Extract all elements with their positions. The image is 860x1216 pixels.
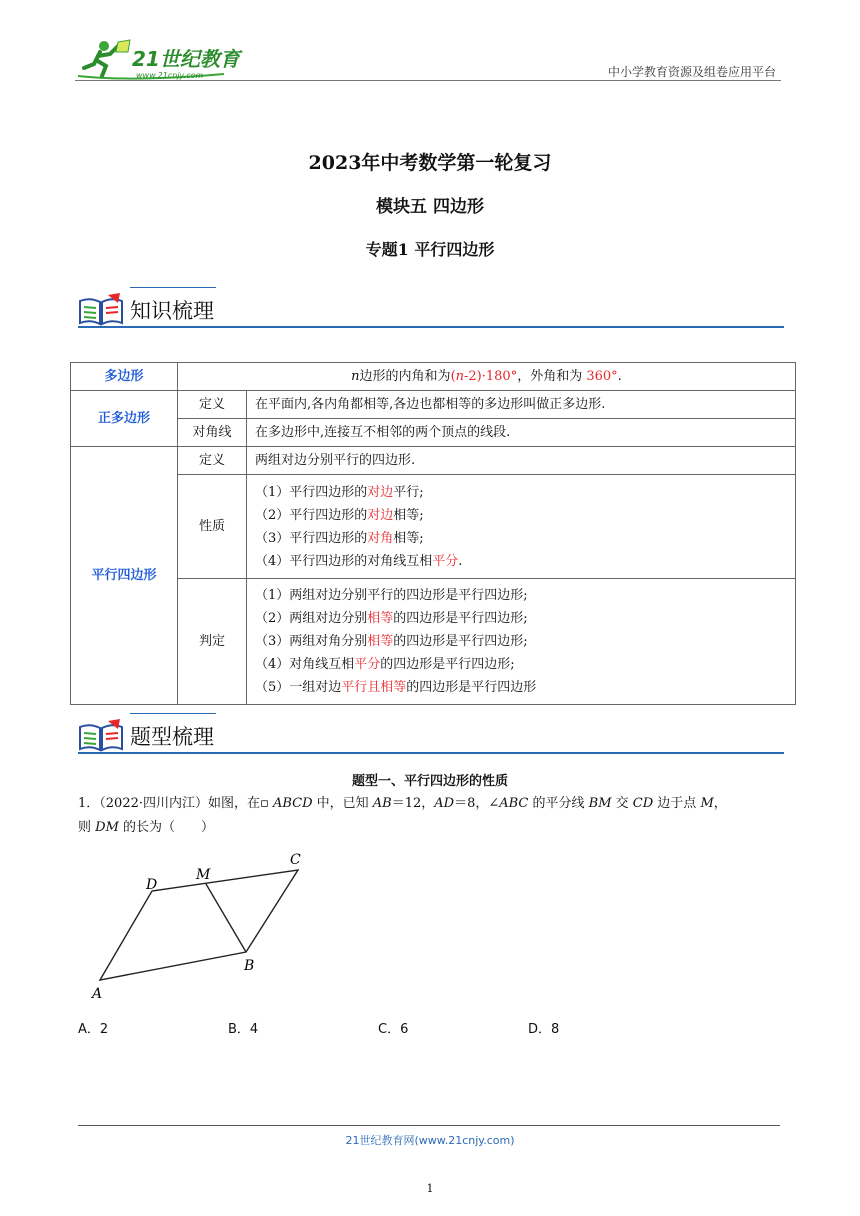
list-item: （3）两组对角分别相等的四边形是平行四边形;	[255, 634, 528, 649]
section-top-line	[130, 287, 216, 288]
list-item: （3）平行四边形的对角相等;	[255, 530, 424, 546]
label-b: B	[244, 958, 255, 974]
header-divider	[75, 80, 781, 81]
option-c: C．6	[378, 1022, 409, 1037]
knowledge-table	[70, 362, 796, 705]
list-item: （1）两组对边分别平行的四边形是平行四边形;	[255, 588, 528, 603]
section-knowledge-header	[78, 287, 784, 335]
logo-text: 21世纪教育	[132, 47, 240, 71]
regular-definition: 在平面内,各内角都相等,各边也都相等的多边形叫做正多边形.	[247, 391, 796, 419]
list-item: （4）平行四边形的对角线互相平分.	[255, 553, 463, 569]
question-1-text: 1．（2022·四川内江）如图，在▫ ABCD 中，已知 AB＝12，AD＝8，∠ABC 的平分线 BM 交 CD 边于点 M， 则 DM 的长为（ ）	[78, 796, 727, 835]
logo	[74, 38, 244, 82]
header-tagline: 中小学教育资源及组卷应用平台	[607, 65, 776, 79]
category-regular-polygon: 正多边形	[71, 391, 178, 447]
question-type-heading: 题型一、平行四边形的性质	[351, 774, 508, 789]
option-d: D．8	[528, 1022, 560, 1037]
table-row	[71, 579, 796, 705]
book-icon	[78, 719, 124, 753]
diagonal-definition: 在多边形中,连接互不相邻的两个顶点的线段.	[247, 419, 796, 447]
footer-link[interactable]: 21世纪教育网(www.21cnjy.com)	[345, 1134, 515, 1147]
var-n: n	[351, 369, 360, 384]
label-m: M	[196, 867, 211, 883]
list-item: （4）对角线互相平分的四边形是平行四边形;	[255, 657, 515, 672]
sub-definition: 定义	[178, 391, 247, 419]
list-item: （2）平行四边形的对边相等;	[255, 507, 424, 523]
section-top-line	[130, 713, 216, 714]
section-underline	[78, 752, 784, 754]
topic-title: 专题1 平行四边形	[365, 240, 495, 259]
sub-properties: 性质	[178, 475, 247, 579]
list-item: （2）两组对边分别相等的四边形是平行四边形;	[255, 611, 528, 626]
category-parallelogram: 平行四边形	[71, 447, 178, 705]
exterior-angle-sum: 360°	[586, 369, 618, 384]
option-b: B．4	[228, 1022, 259, 1037]
section-underline	[78, 326, 784, 328]
sub-definition: 定义	[178, 447, 247, 475]
option-a: A．2	[78, 1022, 109, 1037]
parallelogram-abcd	[100, 870, 298, 980]
table-row	[71, 475, 796, 579]
properties-list	[247, 475, 796, 579]
document-title: 2023年中考数学第一轮复习	[308, 152, 552, 174]
logo-url: www.21cnjy.com	[136, 71, 204, 80]
label-d: D	[146, 877, 158, 893]
list-item: （5）一组对边平行且相等的四边形是平行四边形	[255, 680, 537, 695]
parallelogram-definition: 两组对边分别平行的四边形.	[247, 447, 796, 475]
section-knowledge-title: 知识梳理	[130, 299, 214, 323]
table-row	[71, 391, 796, 419]
section-types-title: 题型梳理	[130, 725, 214, 749]
page-number: 1	[426, 1182, 434, 1195]
label-c: C	[290, 852, 301, 868]
text: ，外角和为	[517, 369, 587, 384]
text: .	[617, 369, 622, 384]
polygon-content	[178, 363, 796, 391]
list-item: （1）平行四边形的对边平行;	[255, 484, 424, 500]
table-row	[71, 419, 796, 447]
table-row	[71, 447, 796, 475]
criteria-list	[247, 579, 796, 705]
interior-angle-formula: (n-2)·180°	[450, 369, 518, 384]
category-polygon: 多边形	[71, 363, 178, 391]
sub-criteria: 判定	[178, 579, 247, 705]
table-row	[71, 363, 796, 391]
module-title: 模块五 四边形	[376, 197, 484, 217]
footer-divider	[78, 1125, 780, 1126]
text: 边形的内角和为	[359, 369, 451, 384]
sub-diagonal: 对角线	[178, 419, 247, 447]
bisector-bm	[206, 884, 246, 952]
label-a: A	[92, 986, 103, 1002]
section-types-header	[78, 713, 784, 761]
parallelogram-figure	[88, 846, 318, 1006]
book-icon	[78, 293, 124, 327]
